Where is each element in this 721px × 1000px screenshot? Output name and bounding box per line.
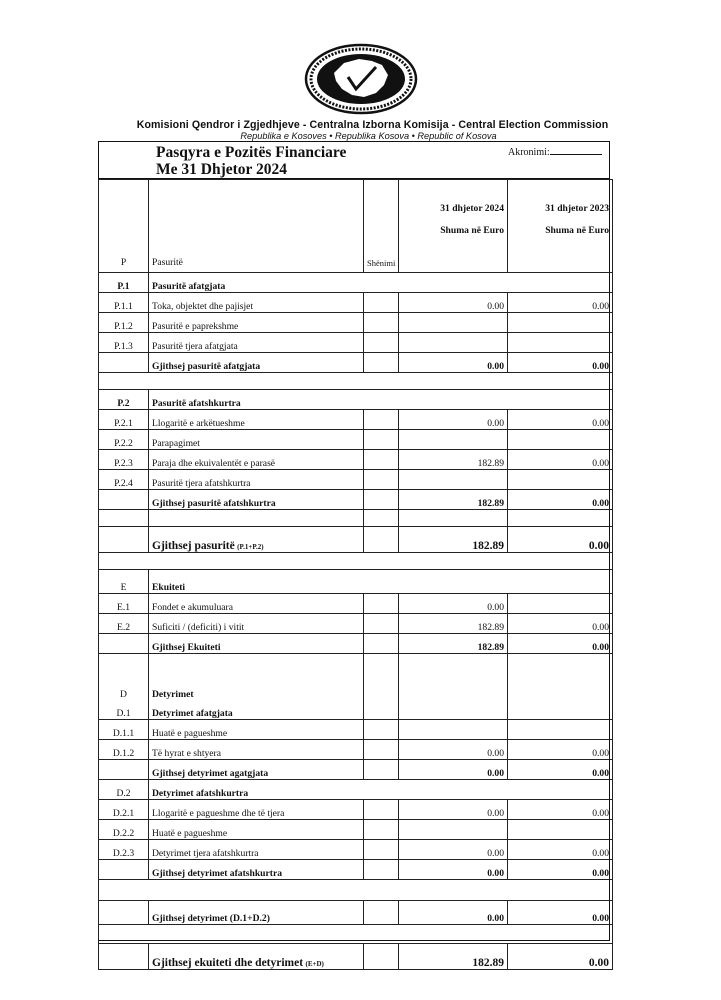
row-value-2024: 182.89 [399,944,508,970]
row-value-2024: 0.00 [399,840,508,860]
row-value-2023: 0.00 [508,840,613,860]
row-note [364,820,399,840]
row-label: Llogaritë e pagueshme dhe të tjera [149,800,364,820]
row-value-2024: 0.00 [399,740,508,760]
row-label: Detyrimet tjera afatshkurtra [149,840,364,860]
row-value-2024: 0.00 [399,901,508,925]
row-code: P.2.4 [99,470,149,490]
republic-name: Republika e Kosoves • Republika Kosova • Republic of Kosova [240,131,497,141]
row-label: Të hyrat e shtyera [149,740,364,760]
row-code: D.2.3 [99,840,149,860]
row-value-2024 [399,313,508,333]
spacer-row [99,510,613,527]
row-value-2023: 0.00 [508,293,613,313]
row-value-2024 [399,470,508,490]
row-value-2023 [508,313,613,333]
spacer-cell [99,925,613,944]
total-row [99,527,613,553]
spacer-cell [149,510,364,527]
akronimi-field [508,147,602,158]
row-value-2024: 182.89 [399,527,508,553]
row-code: P.2 [99,390,149,410]
row-code: E.2 [99,614,149,634]
statement-title: Pasqyra e Pozitës Financiare [156,144,347,161]
row-code [99,527,149,553]
row-label: Pasuritë afatshkurtra [149,390,613,410]
table-row [99,430,613,450]
row-code: P.1.1 [99,293,149,313]
row-note [364,450,399,470]
statement-date: Me 31 Dhjetor 2024 [156,161,288,178]
total-assets-label: Gjithsej pasuritë [152,540,235,552]
table-header-row [99,180,613,273]
akronimi-label: Akronimi: [508,147,550,158]
row-value-2024: 0.00 [399,594,508,614]
row-value-2023: 0.00 [508,614,613,634]
row-label: Detyrimet [149,654,364,701]
row-code: E [99,570,149,594]
subtotal-row [99,353,613,373]
table-row [99,333,613,353]
row-value-2024: 0.00 [399,760,508,780]
row-note [364,293,399,313]
spacer-cell [364,510,399,527]
row-value-2024 [399,333,508,353]
table-row [99,390,613,410]
col-2023 [508,180,613,273]
row-note [364,760,399,780]
col-2023-unit: Shuma në Euro [545,225,609,236]
spacer-row [99,553,613,570]
col-description: Pasuritë [149,180,364,273]
row-label: Paraja dhe ekuivalentët e parasë [149,450,364,470]
row-value-2023: 0.00 [508,860,613,880]
grand-total-row [99,944,613,970]
spacer-cell [399,510,508,527]
row-value-2024: 0.00 [399,860,508,880]
financial-position-table [98,179,613,970]
row-value-2023 [508,470,613,490]
row-code: P.2.1 [99,410,149,430]
row-value-2024: 0.00 [399,410,508,430]
row-value-2024 [399,720,508,740]
row-value-2023: 0.00 [508,634,613,654]
table-row [99,780,613,800]
table-row [99,450,613,470]
table-row [99,820,613,840]
row-note [364,333,399,353]
row-code [99,760,149,780]
row-label: Gjithsej detyrimet afatshkurtra [149,860,364,880]
row-label: Gjithsej Ekuiteti [149,634,364,654]
subtotal-row [99,760,613,780]
row-code: P.1 [99,273,149,293]
row-label: Gjithsej detyrimet (D.1+D.2) [149,901,364,925]
total-row [99,901,613,925]
table-row [99,273,613,293]
akronimi-blank [550,154,602,155]
row-note [364,654,399,720]
table-row [99,470,613,490]
spacer-cell [99,880,613,901]
row-value-2023: 0.00 [508,353,613,373]
row-label: Suficiti / (deficiti) i vitit [149,614,364,634]
row-value-2024 [399,430,508,450]
spacer-cell [508,510,613,527]
spacer-row [99,925,613,944]
row-label: Llogaritë e arkëtueshme [149,410,364,430]
row-code: D.2.2 [99,820,149,840]
col-2023-date: 31 dhjetor 2023 [545,203,609,214]
table-row [99,800,613,820]
row-code [99,634,149,654]
row-value-2023: 0.00 [508,901,613,925]
row-value-2024: 182.89 [399,450,508,470]
row-label: Pasuritë tjera afatgjata [149,333,364,353]
row-label: Ekuiteti [149,570,613,594]
col-2024-date: 31 dhjetor 2024 [440,203,504,214]
table-row [99,720,613,740]
row-value-2023: 0.00 [508,944,613,970]
total-assets-formula: (P.1+P.2) [237,543,264,551]
row-code: D.2.1 [99,800,149,820]
row-code: P.1.2 [99,313,149,333]
row-value-2023 [508,654,613,720]
row-code: P.2.3 [99,450,149,470]
spacer-cell [99,510,149,527]
row-note [364,430,399,450]
row-value-2023 [508,720,613,740]
row-code [99,353,149,373]
row-note [364,901,399,925]
row-note [364,313,399,333]
spacer-row [99,880,613,901]
row-value-2024: 182.89 [399,634,508,654]
table-row [99,594,613,614]
table-row [99,410,613,430]
row-note [364,800,399,820]
row-label [149,527,364,553]
row-note [364,470,399,490]
row-value-2023: 0.00 [508,527,613,553]
row-code: D [99,654,149,701]
row-note [364,594,399,614]
row-label: Detyrimet afatgjata [149,700,364,720]
row-note [364,634,399,654]
table-row [99,313,613,333]
row-note [364,527,399,553]
row-value-2023 [508,430,613,450]
col-2024 [399,180,508,273]
row-value-2024: 0.00 [399,800,508,820]
row-label: Gjithsej pasuritë afatgjata [149,353,364,373]
row-code: D.1.2 [99,740,149,760]
subtotal-row [99,860,613,880]
row-note [364,860,399,880]
row-value-2023: 0.00 [508,490,613,510]
table-row [99,570,613,594]
row-value-2024: 0.00 [399,293,508,313]
row-code: D.1.1 [99,720,149,740]
row-note [364,840,399,860]
row-value-2023: 0.00 [508,800,613,820]
row-value-2023 [508,333,613,353]
row-note [364,740,399,760]
row-code [99,490,149,510]
row-label: Huatë e pagueshme [149,820,364,840]
row-code [99,901,149,925]
row-code: D.1 [99,700,149,720]
row-note [364,353,399,373]
row-note [364,614,399,634]
grand-total-formula: (E+D) [305,960,324,968]
row-value-2024 [399,820,508,840]
row-label: Detyrimet afatshkurtra [149,780,613,800]
subtotal-row [99,490,613,510]
row-label: Toka, objektet dhe pajisjet [149,293,364,313]
row-label: Pasuritë afatgjata [149,273,613,293]
row-value-2024 [399,654,508,720]
row-value-2024: 182.89 [399,490,508,510]
election-commission-seal-icon [304,43,418,115]
spacer-cell [99,373,613,390]
grand-total-label: Gjithsej ekuiteti dhe detyrimet [152,957,304,969]
row-label [149,944,364,970]
row-value-2023: 0.00 [508,410,613,430]
row-label: Huatë e pagueshme [149,720,364,740]
table-row [99,614,613,634]
col-code: P [99,180,149,273]
subtotal-row [99,634,613,654]
row-label: Parapagimet [149,430,364,450]
col-note: Shënimi [364,180,399,273]
row-code: P.2.2 [99,430,149,450]
row-value-2024: 182.89 [399,614,508,634]
row-value-2023 [508,594,613,614]
row-note [364,410,399,430]
table-row [99,740,613,760]
row-note [364,720,399,740]
row-code: E.1 [99,594,149,614]
row-label: Fondet e akumuluara [149,594,364,614]
title-block [98,141,610,179]
row-value-2023: 0.00 [508,450,613,470]
col-2024-unit: Shuma në Euro [440,225,504,236]
table-row [99,293,613,313]
row-value-2024: 0.00 [399,353,508,373]
row-label: Pasuritë tjera afatshkurtra [149,470,364,490]
row-note [364,944,399,970]
organization-name: Komisioni Qendror i Zgjedhjeve - Centralna Izborna Komisija - Central Election Commission [136,119,609,131]
row-value-2023: 0.00 [508,760,613,780]
row-code [99,860,149,880]
table-row [99,654,613,701]
row-label: Gjithsej detyrimet agatgjata [149,760,364,780]
row-label: Pasuritë e paprekshme [149,313,364,333]
row-value-2023 [508,820,613,840]
spacer-cell [99,553,613,570]
table-row [99,840,613,860]
row-code: P.1.3 [99,333,149,353]
row-code [99,944,149,970]
row-value-2023: 0.00 [508,740,613,760]
spacer-row [99,373,613,390]
row-label: Gjithsej pasuritë afatshkurtra [149,490,364,510]
row-note [364,490,399,510]
row-code: D.2 [99,780,149,800]
